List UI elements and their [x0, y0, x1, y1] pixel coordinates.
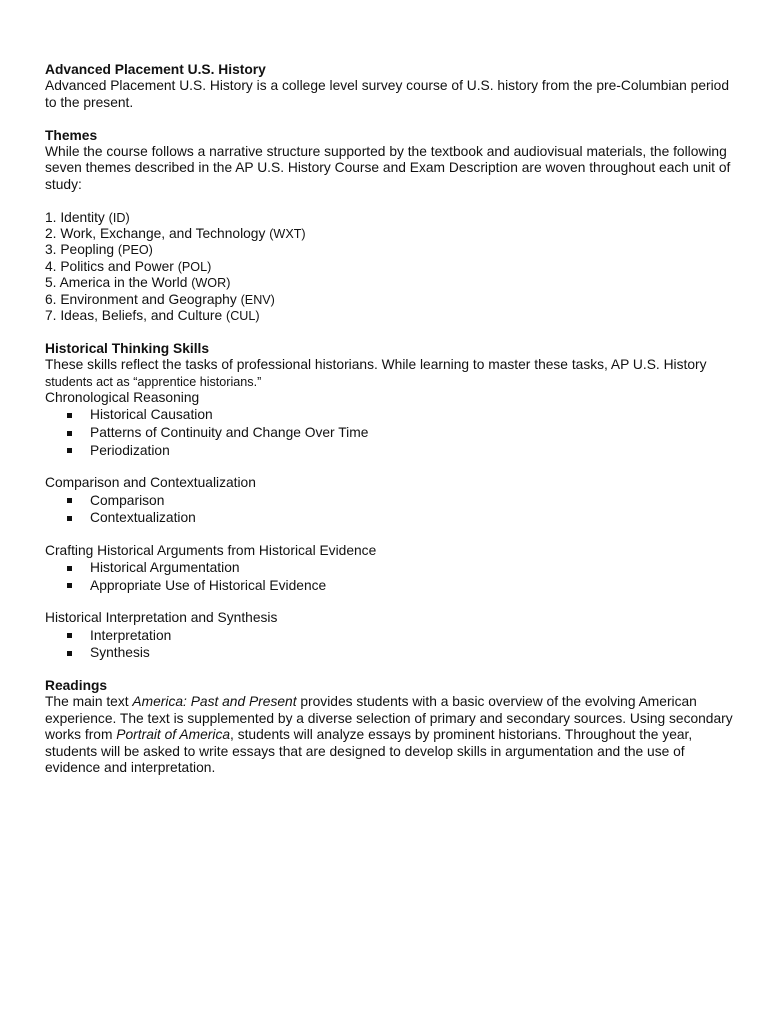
- skill-item-label: Synthesis: [90, 645, 150, 661]
- document-page: [45, 62, 735, 776]
- skill-group-list: [45, 627, 735, 662]
- skills-paragraph-line1: These skills reflect the tasks of professional historians. While learning to master these tasks, AP U.S. History: [45, 357, 707, 373]
- theme-item: [45, 275, 735, 291]
- themes-paragraph: While the course follows a narrative structure supported by the textbook and audiovisual materials, the following seven themes described in the AP U.S. History Course and Exam Description are woven throughout each unit of study:: [45, 144, 731, 192]
- skill-group-list: [45, 492, 735, 527]
- readings-text-3: , students will analyze essays by prominent historians. Throughout the year, students will be asked to write essays that are designed to develop skills in argumentation and the use of evidence and interpretation.: [45, 727, 693, 776]
- theme-code: (WOR): [191, 276, 231, 291]
- theme-item: [45, 242, 735, 258]
- skill-item-label: Patterns of Continuity and Change Over Time: [90, 425, 369, 441]
- skill-item: [45, 424, 735, 442]
- theme-code: (ENV): [240, 292, 275, 307]
- square-bullet-icon: [67, 413, 72, 418]
- skill-item: [45, 442, 735, 460]
- theme-label: 4. Politics and Power: [45, 258, 174, 274]
- skills-heading: Historical Thinking Skills: [45, 340, 210, 356]
- theme-code: (WXT): [269, 227, 306, 242]
- skill-item-label: Historical Causation: [90, 407, 213, 423]
- square-bullet-icon: [67, 516, 72, 521]
- theme-code: (CUL): [226, 309, 260, 324]
- skill-group-title: Historical Interpretation and Synthesis: [45, 610, 278, 626]
- theme-code: (PEO): [117, 243, 153, 258]
- theme-item: [45, 226, 735, 242]
- theme-item: [45, 292, 735, 308]
- skill-group-title: Chronological Reasoning: [45, 390, 200, 406]
- skill-group-list: [45, 406, 735, 459]
- readings-text-1: The main text: [45, 694, 133, 710]
- readings-heading: Readings: [45, 678, 108, 694]
- square-bullet-icon: [67, 633, 72, 638]
- skill-item: [45, 492, 735, 510]
- theme-item: [45, 308, 735, 324]
- square-bullet-icon: [67, 583, 72, 588]
- skill-item: [45, 509, 735, 527]
- skill-item-label: Appropriate Use of Historical Evidence: [90, 577, 327, 593]
- skill-item-label: Comparison: [90, 492, 165, 508]
- skill-item: [45, 559, 735, 577]
- themes-heading: Themes: [45, 127, 98, 143]
- square-bullet-icon: [67, 431, 72, 436]
- document-title: Advanced Placement U.S. History: [45, 62, 266, 77]
- theme-item: [45, 210, 735, 226]
- theme-item: [45, 259, 735, 275]
- square-bullet-icon: [67, 651, 72, 656]
- theme-label: 6. Environment and Geography: [45, 291, 237, 307]
- readings-paragraph: [45, 694, 735, 776]
- skills-paragraph-line2: students act as “apprentice historians.”: [45, 374, 262, 389]
- square-bullet-icon: [67, 498, 72, 503]
- intro-paragraph: Advanced Placement U.S. History is a college level survey course of U.S. history from the pre-Columbian period to the present.: [45, 78, 730, 110]
- skill-item: [45, 406, 735, 424]
- skill-group-title: Crafting Historical Arguments from Historical Evidence: [45, 542, 377, 558]
- themes-list: [45, 210, 735, 325]
- skill-item-label: Historical Argumentation: [90, 560, 240, 576]
- skill-group-title: Comparison and Contextualization: [45, 475, 256, 491]
- square-bullet-icon: [67, 566, 72, 571]
- square-bullet-icon: [67, 448, 72, 453]
- skill-item: [45, 577, 735, 595]
- skill-group-list: [45, 559, 735, 594]
- skill-item-label: Contextualization: [90, 510, 196, 526]
- skill-item: [45, 627, 735, 645]
- theme-code: (ID): [108, 210, 130, 225]
- theme-label: 5. America in the World: [45, 275, 188, 291]
- skill-item-label: Periodization: [90, 442, 170, 458]
- theme-label: 1. Identity: [45, 209, 105, 225]
- book-title-america-past-and-present: America: Past and Present: [132, 694, 297, 710]
- theme-label: 2. Work, Exchange, and Technology: [45, 226, 266, 242]
- readings-text-2: provides students with a basic overview of the evolving American experience. The text is supplemented by a diverse selection of primary and secondary sources. Using secondary works from: [45, 694, 733, 743]
- skill-item-label: Interpretation: [90, 627, 172, 643]
- skill-item: [45, 644, 735, 662]
- book-title-portrait-of-america: Portrait of America: [116, 727, 231, 743]
- theme-label: 7. Ideas, Beliefs, and Culture: [45, 308, 223, 324]
- theme-code: (POL): [177, 259, 212, 274]
- theme-label: 3. Peopling: [45, 242, 115, 258]
